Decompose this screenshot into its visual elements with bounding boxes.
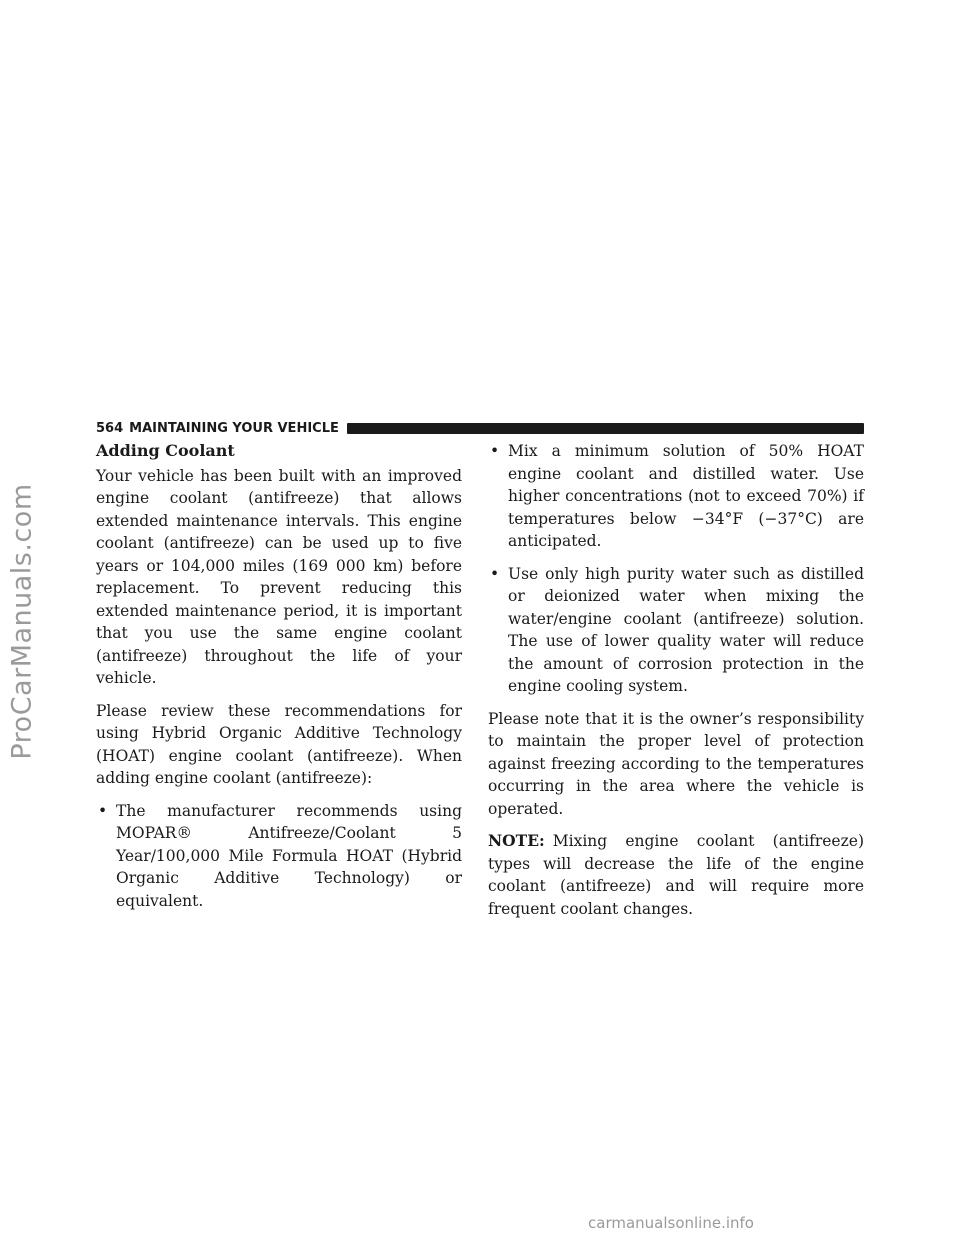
side-watermark-text: ProCarManuals.com <box>6 482 38 760</box>
bullet-dot-icon: • <box>490 564 500 583</box>
recommendations-paragraph: Please review these recommendations for using Hybrid Organic Additive Technology (HOAT) engine coolant (antifreeze). When adding engine coolant (antifreeze): <box>96 701 462 787</box>
responsibility-paragraph: Please note that it is the owner’s responsibility to maintain the proper level of protection against freezing according to the temperatures occurring in the area where the vehicle is operated. <box>488 709 864 818</box>
page-header <box>96 419 864 437</box>
bullet-item <box>488 440 864 553</box>
left-column <box>96 440 462 922</box>
intro-paragraph: Your vehicle has been built with an improved engine coolant (antifreeze) that allows extended maintenance intervals. This engine coolant (antifreeze) can be used up to five years or 104,000 miles (169 000 km) before replacement. To prevent reducing this extended maintenance period, it is important that you use the same engine coolant (antifreeze) throughout the life of your vehicle. <box>96 466 462 687</box>
right-column <box>488 440 864 930</box>
bullet-dot-icon: • <box>490 442 500 460</box>
section-title: MAINTAINING YOUR VEHICLE <box>129 420 339 436</box>
bullet-text: The manufacturer recommends using MOPAR® Antifreeze/Coolant 5 Year/100,000 Mile Formula HOAT (Hybrid Organic Additive Technology) or equivalent. <box>116 801 462 910</box>
page-number: 564 <box>96 420 124 436</box>
note-label: NOTE: <box>488 831 545 850</box>
bullet-item <box>488 563 864 698</box>
section-heading: Adding Coolant <box>96 441 235 460</box>
bullet-item <box>96 800 462 913</box>
bottom-watermark: carmanualsonline.info <box>588 1214 754 1232</box>
bullet-text: Use only high purity water such as distilled or deionized water when mixing the water/engine coolant (antifreeze) solution. The use of lower quality water will reduce the amount of corrosion protection in the engine cooling system. <box>508 564 864 695</box>
note-paragraph <box>488 830 864 920</box>
bullet-dot-icon: • <box>98 801 108 820</box>
note-text: Mixing engine coolant (antifreeze) types will decrease the life of the engine coolant (antifreeze) and will require more frequent coolant changes. <box>488 832 864 918</box>
header-rule <box>347 423 864 434</box>
bullet-text: Mix a minimum solution of 50% HOAT engine coolant and distilled water. Use higher concentrations (not to exceed 70%) if temperatures below −34°F (−37°C) are anticipated. <box>508 442 864 550</box>
side-watermark <box>2 0 42 1242</box>
